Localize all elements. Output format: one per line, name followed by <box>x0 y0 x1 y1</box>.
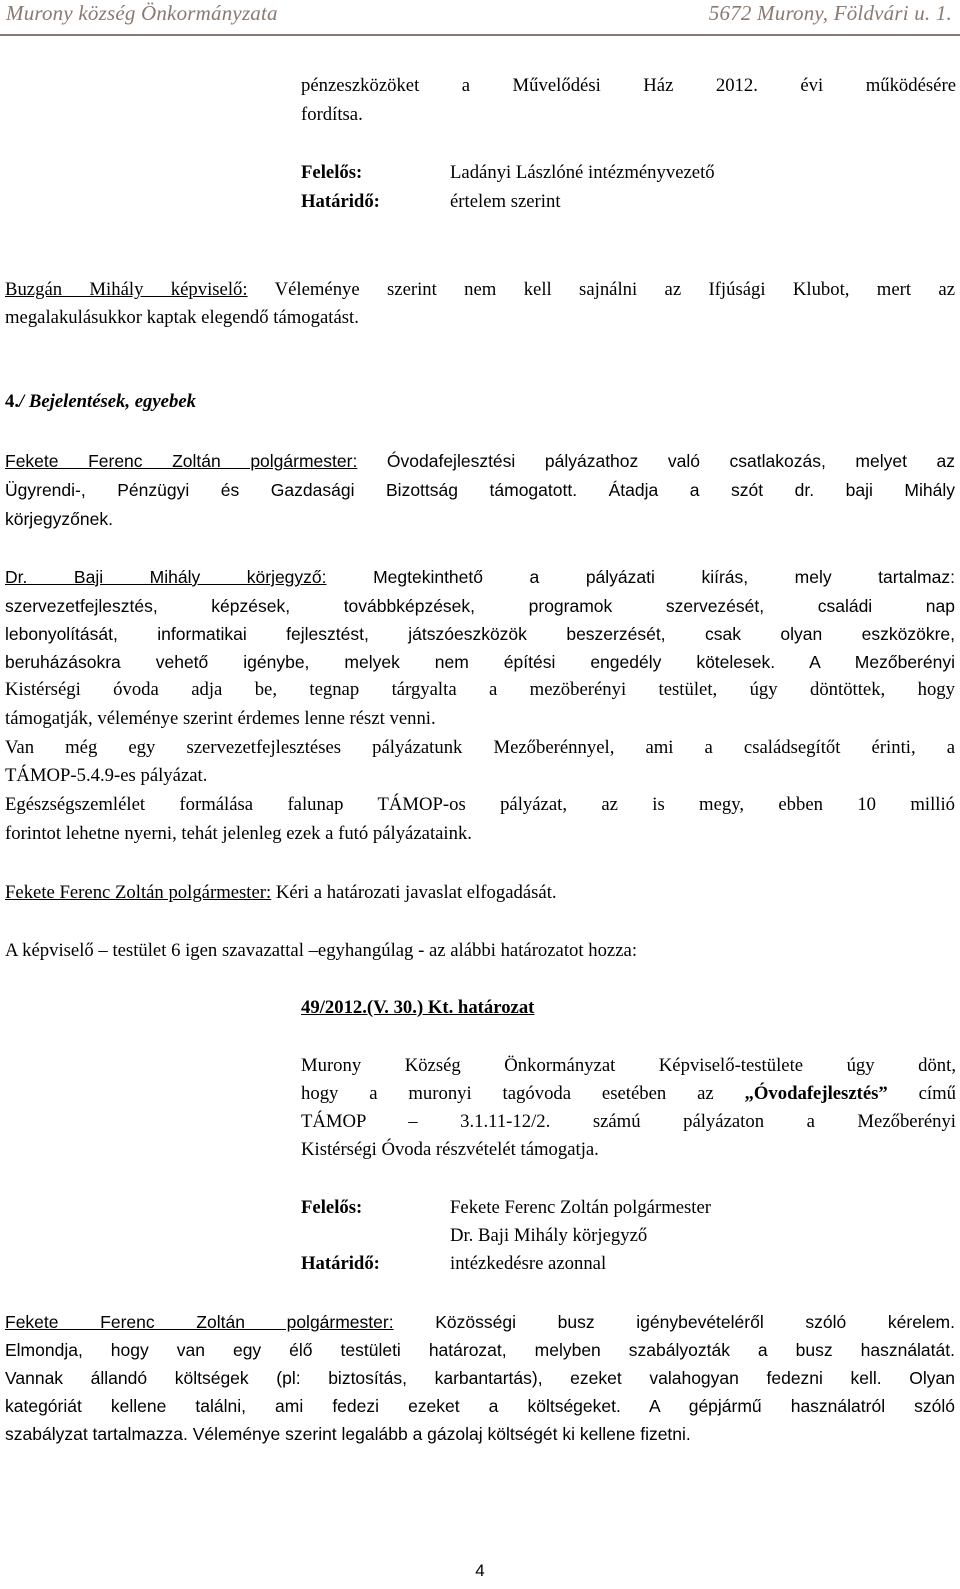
paragraph-baji-line: Van még egy szervezetfejlesztéses pályázatunk Mezőberénnyel, ami a családsegítőt érinti, a <box>5 737 955 758</box>
speaker-name: Buzgán Mihály képviselő: <box>5 279 248 300</box>
resolution-text-line: Murony Község Önkormányzat Képviselő-testülete úgy dönt, <box>301 1055 956 1076</box>
header-divider <box>0 34 960 36</box>
resolution-text: hogy a muronyi tagóvoda esetében az <box>301 1083 745 1104</box>
resolution-text-line: TÁMOP – 3.1.11-12/2. számú pályázaton a Mezőberényi <box>301 1111 956 1132</box>
felelos-value: Dr. Baji Mihály körjegyző <box>450 1225 648 1246</box>
project-name: „Óvodafejlesztés” <box>744 1083 888 1104</box>
paragraph-baji-line: TÁMOP-5.4.9-es pályázat. <box>5 765 208 786</box>
speech-text: Megtekinthető a pályázati kiírás, mely tartalmaz: <box>326 567 955 587</box>
paragraph-baji-line: Egészségszemlélet formálása falunap TÁMOP-os pályázat, az is megy, ebben 10 millió <box>5 794 955 815</box>
speech-text: Kéri a határozati javaslat elfogadását. <box>271 882 557 903</box>
intro-line: pénzeszközöket a Művelődési Ház 2012. évi működésére <box>301 75 956 96</box>
resolution-text-line <box>301 1083 956 1105</box>
speaker-name: Fekete Ferenc Zoltán polgármester: <box>5 882 272 903</box>
hatarido-value: intézkedésre azonnal <box>450 1253 607 1274</box>
felelos-value: Fekete Ferenc Zoltán polgármester <box>450 1197 712 1218</box>
paragraph-baji-line: Kistérségi óvoda adja be, tegnap tárgyalta a mezöberényi testület, úgy döntöttek, hogy <box>5 679 955 700</box>
speaker-name: Dr. Baji Mihály körjegyző: <box>5 567 327 587</box>
resolution-title: 49/2012.(V. 30.) Kt. határozat <box>301 997 535 1018</box>
speech-text: Közösségi busz igénybevételéről szóló kérelem. <box>393 1312 955 1332</box>
header-address: 5672 Murony, Földvári u. 1. <box>708 1 952 25</box>
paragraph-baji-line: forintot lehetne nyerni, tehát jelenleg ezek a futó pályázataink. <box>5 823 472 844</box>
section-number: 4. <box>5 391 20 412</box>
paragraph-fekete3-line: Elmondja, hogy van egy élő testületi határozat, melyben szabályozták a busz használatát. <box>5 1340 955 1360</box>
resolution-text: című <box>887 1083 956 1104</box>
paragraph-buzgan-line2: megalakulásukkor kaptak elegendő támogatást. <box>5 307 359 328</box>
hatarido-value: értelem szerint <box>450 191 561 212</box>
paragraph-buzgan-line1 <box>5 279 955 301</box>
paragraph-baji-line: beruházásokra vehető igénybe, melyek nem építési engedély kötelesek. A Mezőberényi <box>5 652 955 672</box>
paragraph-baji-line: szervezetfejlesztés, képzések, továbbképzések, programok szervezését, családi nap <box>5 596 955 616</box>
paragraph-fekete3-line: szabályzat tartalmazza. Véleménye szerint legalább a gázolaj költségét ki kellene fizetni. <box>5 1424 691 1444</box>
section-title: / Bejelentések, egyebek <box>19 391 196 412</box>
paragraph-baji-line1 <box>5 566 955 588</box>
paragraph-fekete1-line3: körjegyzőnek. <box>5 509 113 529</box>
paragraph-fekete1-line2: Ügyrendi-, Pénzügyi és Gazdasági Bizottság támogatott. Átadja a szót dr. baji Mihály <box>5 480 955 500</box>
paragraph-fekete2 <box>5 882 557 904</box>
paragraph-fekete1-line1 <box>5 450 955 472</box>
felelos-label: Felelős: <box>301 162 363 183</box>
page-header <box>0 0 960 34</box>
speaker-name: Fekete Ferenc Zoltán polgármester: <box>5 1312 394 1332</box>
paragraph-fekete3-line: kategóriát kellene találni, ami fedezi ezeket a költségeket. A gépjármű használatról szóló <box>5 1396 955 1416</box>
paragraph-baji-line: lebonyolítását, informatikai fejlesztést, játszóeszközök beszerzését, csak olyan eszközökre, <box>5 624 955 644</box>
header-municipality: Murony község Önkormányzata <box>6 1 278 25</box>
vote-statement: A képviselő – testület 6 igen szavazattal –egyhangúlag - az alábbi határozatot hozza: <box>5 940 638 961</box>
page-number: 4 <box>475 1561 485 1580</box>
hatarido-label: Határidő: <box>301 1253 380 1274</box>
speaker-name: Fekete Ferenc Zoltán polgármester: <box>5 451 358 471</box>
speech-text: Óvodafejlesztési pályázathoz való csatlakozás, melyet az <box>357 451 955 471</box>
section-heading <box>5 391 196 413</box>
felelos-value: Ladányi Lászlóné intézményvezető <box>450 162 715 183</box>
paragraph-fekete3-line1 <box>5 1311 955 1333</box>
paragraph-baji-line: támogatják, véleménye szerint érdemes lenne részt venni. <box>5 708 436 729</box>
resolution-text-line: Kistérségi Óvoda részvételét támogatja. <box>301 1139 599 1160</box>
speech-text: Véleménye szerint nem kell sajnálni az Ifjúsági Klubot, mert az <box>247 279 955 300</box>
intro-line: fordítsa. <box>301 104 363 125</box>
felelos-label: Felelős: <box>301 1197 363 1218</box>
paragraph-fekete3-line: Vannak állandó költségek (pl: biztosítás, karbantartás), ezeket valahogyan fedezni kell. Olyan <box>5 1368 955 1388</box>
hatarido-label: Határidő: <box>301 191 380 212</box>
